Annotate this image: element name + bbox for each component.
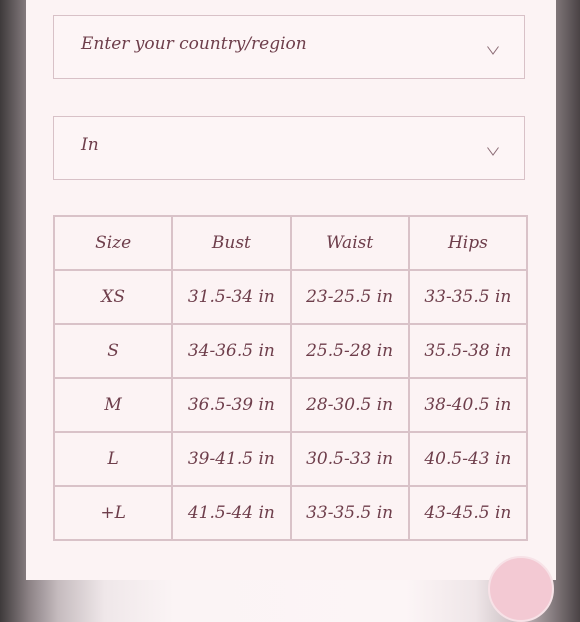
size-guide-panel	[26, 0, 556, 580]
header-bust: Bust	[172, 216, 290, 270]
cell-bust: 34-36.5 in	[172, 324, 290, 378]
country-region-placeholder: Enter your country/region	[81, 34, 307, 54]
cell-bust: 41.5-44 in	[172, 486, 290, 540]
cell-bust: 39-41.5 in	[172, 432, 290, 486]
country-region-select[interactable]	[53, 15, 525, 79]
cell-bust: 31.5-34 in	[172, 270, 290, 324]
cell-waist: 33-35.5 in	[291, 486, 409, 540]
table-row	[54, 486, 527, 540]
cell-size: +L	[54, 486, 172, 540]
cell-hips: 40.5-43 in	[409, 432, 527, 486]
cell-size: L	[54, 432, 172, 486]
table-header-row	[54, 216, 527, 270]
cell-hips: 43-45.5 in	[409, 486, 527, 540]
cell-hips: 33-35.5 in	[409, 270, 527, 324]
cell-hips: 38-40.5 in	[409, 378, 527, 432]
cell-bust: 36.5-39 in	[172, 378, 290, 432]
unit-select-value: In	[81, 135, 99, 155]
cell-hips: 35.5-38 in	[409, 324, 527, 378]
table-row	[54, 378, 527, 432]
cell-size: XS	[54, 270, 172, 324]
cell-size: S	[54, 324, 172, 378]
table-row	[54, 324, 527, 378]
chevron-down-icon	[487, 147, 499, 156]
cell-size: M	[54, 378, 172, 432]
table-row	[54, 270, 527, 324]
size-chart-table	[53, 215, 528, 541]
seller-badge-logo	[488, 556, 554, 622]
unit-select[interactable]	[53, 116, 525, 180]
header-size: Size	[54, 216, 172, 270]
cell-waist: 25.5-28 in	[291, 324, 409, 378]
header-waist: Waist	[291, 216, 409, 270]
header-hips: Hips	[409, 216, 527, 270]
cell-waist: 28-30.5 in	[291, 378, 409, 432]
chevron-down-icon	[487, 46, 499, 55]
cell-waist: 23-25.5 in	[291, 270, 409, 324]
cell-waist: 30.5-33 in	[291, 432, 409, 486]
table-row	[54, 432, 527, 486]
